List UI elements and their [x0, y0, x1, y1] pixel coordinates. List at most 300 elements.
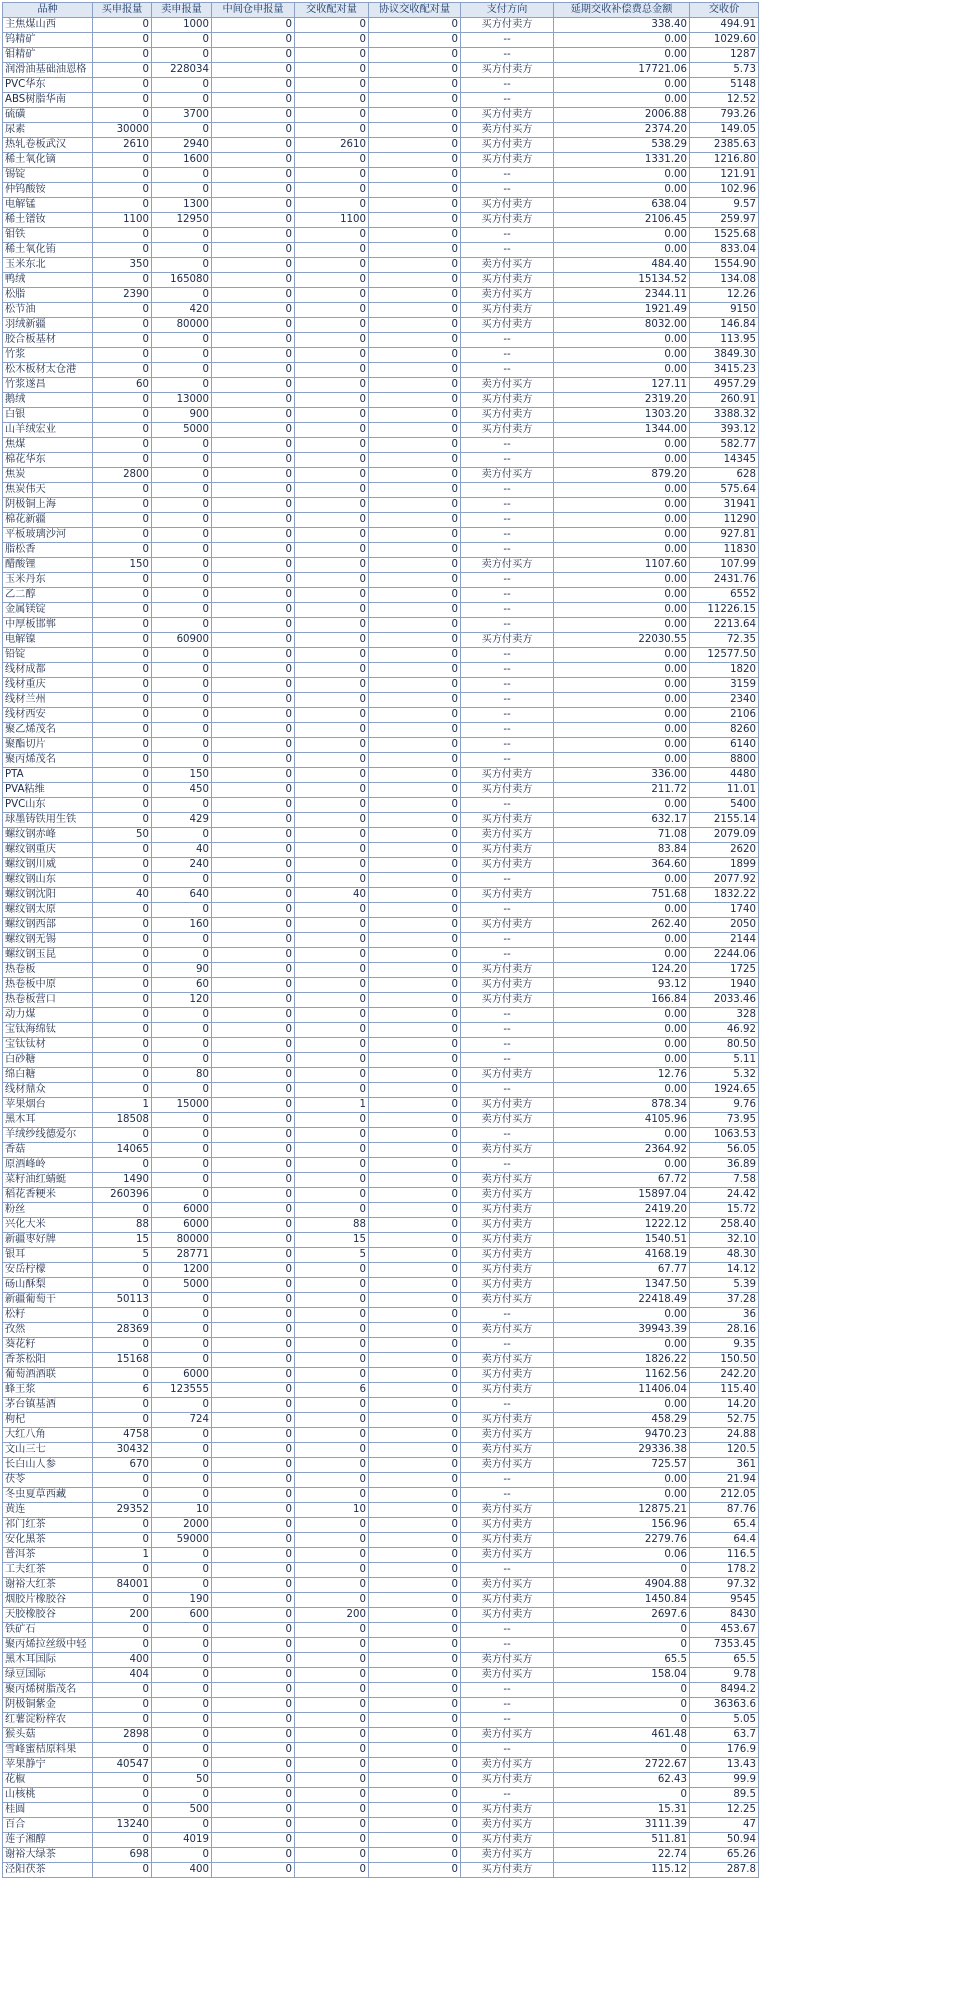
delivery-price-cell: 3415.23 — [690, 363, 759, 378]
delivery-price-cell: 12.25 — [690, 1803, 759, 1818]
table-row — [3, 798, 759, 813]
product-name-cell: 热卷板 — [3, 963, 93, 978]
buy-declared-cell: 0 — [93, 1683, 152, 1698]
delivery-price-cell: 5.32 — [690, 1068, 759, 1083]
agreement-matched-cell: 0 — [369, 723, 461, 738]
product-name-cell: 聚乙烯茂名 — [3, 723, 93, 738]
payment-direction-cell: -- — [461, 438, 554, 453]
payment-direction-cell: 买方付卖方 — [461, 273, 554, 288]
buy-declared-cell: 0 — [93, 1413, 152, 1428]
delivery-price-cell: 1740 — [690, 903, 759, 918]
buy-declared-cell: 0 — [93, 663, 152, 678]
delivery-matched-cell: 15 — [295, 1233, 369, 1248]
buy-declared-cell: 0 — [93, 1788, 152, 1803]
product-name-cell: PVA粘维 — [3, 783, 93, 798]
compensation-total-cell: 0 — [554, 1788, 690, 1803]
buy-declared-cell: 50113 — [93, 1293, 152, 1308]
delivery-matched-cell: 0 — [295, 228, 369, 243]
buy-declared-cell: 0 — [93, 513, 152, 528]
agreement-matched-cell: 0 — [369, 588, 461, 603]
delivery-matched-cell: 0 — [295, 768, 369, 783]
product-name-cell: 金属镁锭 — [3, 603, 93, 618]
product-name-cell: 胶合板基材 — [3, 333, 93, 348]
sell-declared-cell: 0 — [152, 1128, 212, 1143]
product-name-cell: 黄连 — [3, 1503, 93, 1518]
compensation-total-cell: 878.34 — [554, 1098, 690, 1113]
table-row — [3, 708, 759, 723]
delivery-matched-cell: 0 — [295, 1053, 369, 1068]
compensation-total-cell: 2006.88 — [554, 108, 690, 123]
product-name-cell: 菜籽油红蜻蜓 — [3, 1173, 93, 1188]
table-row — [3, 1098, 759, 1113]
sell-declared-cell: 0 — [152, 708, 212, 723]
sell-declared-cell: 0 — [152, 588, 212, 603]
intermediate-declared-cell: 0 — [212, 393, 295, 408]
product-name-cell: 稀土氧化铕 — [3, 243, 93, 258]
agreement-matched-cell: 0 — [369, 393, 461, 408]
buy-declared-cell: 0 — [93, 318, 152, 333]
payment-direction-cell: 买方付卖方 — [461, 1203, 554, 1218]
buy-declared-cell: 4758 — [93, 1428, 152, 1443]
buy-declared-cell: 0 — [93, 1053, 152, 1068]
delivery-price-cell: 56.05 — [690, 1143, 759, 1158]
compensation-total-cell: 0.00 — [554, 363, 690, 378]
payment-direction-cell: 买方付卖方 — [461, 1368, 554, 1383]
compensation-total-cell: 12875.21 — [554, 1503, 690, 1518]
product-name-cell: 螺纹钢无锡 — [3, 933, 93, 948]
table-row — [3, 1158, 759, 1173]
delivery-matched-cell: 0 — [295, 348, 369, 363]
agreement-matched-cell: 0 — [369, 1473, 461, 1488]
intermediate-declared-cell: 0 — [212, 168, 295, 183]
agreement-matched-cell: 0 — [369, 1548, 461, 1563]
delivery-price-cell: 2144 — [690, 933, 759, 948]
delivery-matched-cell: 0 — [295, 543, 369, 558]
product-name-cell: 鸭绒 — [3, 273, 93, 288]
table-row — [3, 753, 759, 768]
agreement-matched-cell: 0 — [369, 363, 461, 378]
compensation-total-cell: 15897.04 — [554, 1188, 690, 1203]
compensation-total-cell: 0.00 — [554, 453, 690, 468]
intermediate-declared-cell: 0 — [212, 558, 295, 573]
delivery-matched-cell: 0 — [295, 1533, 369, 1548]
table-row — [3, 633, 759, 648]
sell-declared-cell: 123555 — [152, 1383, 212, 1398]
intermediate-declared-cell: 0 — [212, 1083, 295, 1098]
delivery-price-cell: 89.5 — [690, 1788, 759, 1803]
table-row — [3, 288, 759, 303]
sell-declared-cell: 0 — [152, 1653, 212, 1668]
table-row — [3, 378, 759, 393]
compensation-total-cell: 364.60 — [554, 858, 690, 873]
delivery-price-cell: 12.52 — [690, 93, 759, 108]
compensation-total-cell: 2374.20 — [554, 123, 690, 138]
agreement-matched-cell: 0 — [369, 663, 461, 678]
compensation-total-cell: 0 — [554, 1743, 690, 1758]
intermediate-declared-cell: 0 — [212, 453, 295, 468]
table-row — [3, 648, 759, 663]
delivery-price-cell: 31941 — [690, 498, 759, 513]
agreement-matched-cell: 0 — [369, 1773, 461, 1788]
table-row — [3, 363, 759, 378]
delivery-price-cell: 287.8 — [690, 1863, 759, 1878]
intermediate-declared-cell: 0 — [212, 633, 295, 648]
compensation-total-cell: 484.40 — [554, 258, 690, 273]
delivery-price-cell: 260.91 — [690, 393, 759, 408]
table-row — [3, 1083, 759, 1098]
delivery-price-cell: 9150 — [690, 303, 759, 318]
product-name-cell: 新疆葡萄干 — [3, 1293, 93, 1308]
table-row — [3, 1458, 759, 1473]
sell-declared-cell: 0 — [152, 258, 212, 273]
agreement-matched-cell: 0 — [369, 1443, 461, 1458]
compensation-total-cell: 1331.20 — [554, 153, 690, 168]
sell-declared-cell: 0 — [152, 1818, 212, 1833]
delivery-price-cell: 52.75 — [690, 1413, 759, 1428]
delivery-price-cell: 146.84 — [690, 318, 759, 333]
compensation-total-cell: 0.00 — [554, 678, 690, 693]
payment-direction-cell: 卖方付买方 — [461, 1818, 554, 1833]
product-name-cell: 羽绒新疆 — [3, 318, 93, 333]
intermediate-declared-cell: 0 — [212, 1683, 295, 1698]
delivery-matched-cell: 0 — [295, 1278, 369, 1293]
product-name-cell: 热卷板营口 — [3, 993, 93, 1008]
compensation-total-cell: 0.00 — [554, 1338, 690, 1353]
compensation-total-cell: 2319.20 — [554, 393, 690, 408]
delivery-price-cell: 102.96 — [690, 183, 759, 198]
table-row — [3, 1188, 759, 1203]
delivery-price-cell: 361 — [690, 1458, 759, 1473]
payment-direction-cell: -- — [461, 738, 554, 753]
intermediate-declared-cell: 0 — [212, 1038, 295, 1053]
delivery-price-cell: 12.26 — [690, 288, 759, 303]
delivery-matched-cell: 0 — [295, 78, 369, 93]
table-row — [3, 963, 759, 978]
intermediate-declared-cell: 0 — [212, 1653, 295, 1668]
product-name-cell: 砀山酥梨 — [3, 1278, 93, 1293]
payment-direction-cell: -- — [461, 1398, 554, 1413]
buy-declared-cell: 0 — [93, 1773, 152, 1788]
intermediate-declared-cell: 0 — [212, 1278, 295, 1293]
intermediate-declared-cell: 0 — [212, 1728, 295, 1743]
sell-declared-cell: 640 — [152, 888, 212, 903]
compensation-total-cell: 0.00 — [554, 933, 690, 948]
delivery-matched-cell: 0 — [295, 798, 369, 813]
delivery-price-cell: 14345 — [690, 453, 759, 468]
product-name-cell: 螺纹钢玉昆 — [3, 948, 93, 963]
intermediate-declared-cell: 0 — [212, 1023, 295, 1038]
table-row — [3, 873, 759, 888]
table-row — [3, 1773, 759, 1788]
delivery-price-cell: 24.42 — [690, 1188, 759, 1203]
buy-declared-cell: 0 — [93, 768, 152, 783]
agreement-matched-cell: 0 — [369, 1788, 461, 1803]
product-name-cell: 阴极铜紫金 — [3, 1698, 93, 1713]
compensation-total-cell: 0.00 — [554, 498, 690, 513]
payment-direction-cell: 卖方付买方 — [461, 1188, 554, 1203]
intermediate-declared-cell: 0 — [212, 858, 295, 873]
table-row — [3, 1443, 759, 1458]
agreement-matched-cell: 0 — [369, 1158, 461, 1173]
compensation-total-cell: 62.43 — [554, 1773, 690, 1788]
delivery-matched-cell: 0 — [295, 1398, 369, 1413]
product-name-cell: 醋酸锂 — [3, 558, 93, 573]
delivery-matched-cell: 0 — [295, 1548, 369, 1563]
column-header-agreement-matched: 协议交收配对量 — [369, 3, 461, 18]
delivery-matched-cell: 0 — [295, 378, 369, 393]
delivery-matched-cell: 0 — [295, 393, 369, 408]
delivery-matched-cell: 0 — [295, 408, 369, 423]
product-name-cell: 线材重庆 — [3, 678, 93, 693]
payment-direction-cell: 买方付卖方 — [461, 303, 554, 318]
table-row — [3, 1038, 759, 1053]
payment-direction-cell: -- — [461, 1473, 554, 1488]
intermediate-declared-cell: 0 — [212, 1863, 295, 1878]
buy-declared-cell: 0 — [93, 1713, 152, 1728]
intermediate-declared-cell: 0 — [212, 123, 295, 138]
buy-declared-cell: 0 — [93, 918, 152, 933]
table-row — [3, 243, 759, 258]
agreement-matched-cell: 0 — [369, 1293, 461, 1308]
sell-declared-cell: 0 — [152, 1443, 212, 1458]
delivery-matched-cell: 0 — [295, 753, 369, 768]
buy-declared-cell: 0 — [93, 1278, 152, 1293]
buy-declared-cell: 0 — [93, 618, 152, 633]
table-row — [3, 198, 759, 213]
product-name-cell: 山羊绒宏业 — [3, 423, 93, 438]
payment-direction-cell: -- — [461, 333, 554, 348]
sell-declared-cell: 0 — [152, 33, 212, 48]
product-name-cell: 桂圆 — [3, 1803, 93, 1818]
payment-direction-cell: -- — [461, 183, 554, 198]
delivery-price-cell: 1554.90 — [690, 258, 759, 273]
intermediate-declared-cell: 0 — [212, 1848, 295, 1863]
delivery-price-cell: 72.35 — [690, 633, 759, 648]
agreement-matched-cell: 0 — [369, 333, 461, 348]
table-row — [3, 768, 759, 783]
product-name-cell: 钼铁 — [3, 228, 93, 243]
agreement-matched-cell: 0 — [369, 618, 461, 633]
sell-declared-cell: 0 — [152, 288, 212, 303]
product-name-cell: 螺纹钢太原 — [3, 903, 93, 918]
sell-declared-cell: 0 — [152, 1113, 212, 1128]
delivery-price-cell: 1832.22 — [690, 888, 759, 903]
agreement-matched-cell: 0 — [369, 93, 461, 108]
buy-declared-cell: 260396 — [93, 1188, 152, 1203]
delivery-price-cell: 3849.30 — [690, 348, 759, 363]
buy-declared-cell: 0 — [93, 948, 152, 963]
compensation-total-cell: 538.29 — [554, 138, 690, 153]
delivery-price-cell: 15.72 — [690, 1203, 759, 1218]
delivery-price-cell: 8430 — [690, 1608, 759, 1623]
sell-declared-cell: 400 — [152, 1863, 212, 1878]
agreement-matched-cell: 0 — [369, 78, 461, 93]
compensation-total-cell: 0.00 — [554, 723, 690, 738]
product-name-cell: 稀土镨钕 — [3, 213, 93, 228]
payment-direction-cell: 卖方付买方 — [461, 1173, 554, 1188]
sell-declared-cell: 600 — [152, 1608, 212, 1623]
buy-declared-cell: 0 — [93, 1068, 152, 1083]
product-name-cell: 焦炭伟天 — [3, 483, 93, 498]
intermediate-declared-cell: 0 — [212, 1353, 295, 1368]
sell-declared-cell: 5000 — [152, 1278, 212, 1293]
table-row — [3, 723, 759, 738]
intermediate-declared-cell: 0 — [212, 93, 295, 108]
sell-declared-cell: 0 — [152, 1398, 212, 1413]
intermediate-declared-cell: 0 — [212, 903, 295, 918]
buy-declared-cell: 0 — [93, 48, 152, 63]
delivery-price-cell: 793.26 — [690, 108, 759, 123]
product-name-cell: PTA — [3, 768, 93, 783]
intermediate-declared-cell: 0 — [212, 1263, 295, 1278]
intermediate-declared-cell: 0 — [212, 1548, 295, 1563]
delivery-price-cell: 2050 — [690, 918, 759, 933]
buy-declared-cell: 0 — [93, 1518, 152, 1533]
intermediate-declared-cell: 0 — [212, 513, 295, 528]
agreement-matched-cell: 0 — [369, 1188, 461, 1203]
compensation-total-cell: 15.31 — [554, 1803, 690, 1818]
agreement-matched-cell: 0 — [369, 1653, 461, 1668]
table-row — [3, 1848, 759, 1863]
compensation-total-cell: 67.72 — [554, 1173, 690, 1188]
compensation-total-cell: 166.84 — [554, 993, 690, 1008]
table-row — [3, 1803, 759, 1818]
buy-declared-cell: 0 — [93, 93, 152, 108]
sell-declared-cell: 0 — [152, 1038, 212, 1053]
compensation-total-cell: 458.29 — [554, 1413, 690, 1428]
delivery-price-cell: 7353.45 — [690, 1638, 759, 1653]
table-row — [3, 1173, 759, 1188]
table-row — [3, 138, 759, 153]
delivery-matched-cell: 0 — [295, 1023, 369, 1038]
agreement-matched-cell: 0 — [369, 1128, 461, 1143]
buy-declared-cell: 0 — [93, 1833, 152, 1848]
delivery-matched-cell: 1100 — [295, 213, 369, 228]
delivery-matched-cell: 0 — [295, 108, 369, 123]
intermediate-declared-cell: 0 — [212, 153, 295, 168]
table-row — [3, 1533, 759, 1548]
delivery-price-cell: 48.30 — [690, 1248, 759, 1263]
payment-direction-cell: 卖方付买方 — [461, 558, 554, 573]
compensation-total-cell: 11406.04 — [554, 1383, 690, 1398]
agreement-matched-cell: 0 — [369, 1758, 461, 1773]
product-name-cell: 棉花华东 — [3, 453, 93, 468]
sell-declared-cell: 80000 — [152, 318, 212, 333]
buy-declared-cell: 0 — [93, 1638, 152, 1653]
sell-declared-cell: 0 — [152, 333, 212, 348]
delivery-matched-cell: 0 — [295, 1113, 369, 1128]
intermediate-declared-cell: 0 — [212, 18, 295, 33]
intermediate-declared-cell: 0 — [212, 618, 295, 633]
delivery-price-cell: 582.77 — [690, 438, 759, 453]
intermediate-declared-cell: 0 — [212, 1053, 295, 1068]
delivery-matched-cell: 0 — [295, 513, 369, 528]
payment-direction-cell: 买方付卖方 — [461, 1533, 554, 1548]
delivery-matched-cell: 0 — [295, 273, 369, 288]
product-name-cell: 硫磺 — [3, 108, 93, 123]
payment-direction-cell: -- — [461, 1338, 554, 1353]
agreement-matched-cell: 0 — [369, 1818, 461, 1833]
intermediate-declared-cell: 0 — [212, 1773, 295, 1788]
payment-direction-cell: 卖方付买方 — [461, 1548, 554, 1563]
agreement-matched-cell: 0 — [369, 483, 461, 498]
delivery-matched-cell: 0 — [295, 1008, 369, 1023]
product-name-cell: 玉米丹东 — [3, 573, 93, 588]
buy-declared-cell: 0 — [93, 903, 152, 918]
table-row — [3, 1248, 759, 1263]
payment-direction-cell: -- — [461, 228, 554, 243]
payment-direction-cell: 卖方付买方 — [461, 1293, 554, 1308]
product-name-cell: 线材兰州 — [3, 693, 93, 708]
intermediate-declared-cell: 0 — [212, 198, 295, 213]
delivery-matched-cell: 0 — [295, 1413, 369, 1428]
delivery-matched-cell: 0 — [295, 648, 369, 663]
sell-declared-cell: 0 — [152, 378, 212, 393]
delivery-price-cell: 9.78 — [690, 1668, 759, 1683]
buy-declared-cell: 0 — [93, 528, 152, 543]
product-name-cell: 玉米东北 — [3, 258, 93, 273]
agreement-matched-cell: 0 — [369, 498, 461, 513]
delivery-price-cell: 115.40 — [690, 1383, 759, 1398]
table-row — [3, 948, 759, 963]
delivery-matched-cell: 10 — [295, 1503, 369, 1518]
product-name-cell: 宝钛钛材 — [3, 1038, 93, 1053]
table-row — [3, 1398, 759, 1413]
compensation-total-cell: 0 — [554, 1638, 690, 1653]
compensation-total-cell: 0 — [554, 1698, 690, 1713]
product-name-cell: 烟胶片橡胶谷 — [3, 1593, 93, 1608]
agreement-matched-cell: 0 — [369, 378, 461, 393]
compensation-total-cell: 2697.6 — [554, 1608, 690, 1623]
compensation-total-cell: 632.17 — [554, 813, 690, 828]
buy-declared-cell: 0 — [93, 1038, 152, 1053]
compensation-total-cell: 0.00 — [554, 603, 690, 618]
compensation-total-cell: 1921.49 — [554, 303, 690, 318]
sell-declared-cell: 1600 — [152, 153, 212, 168]
sell-declared-cell: 0 — [152, 1473, 212, 1488]
payment-direction-cell: -- — [461, 1158, 554, 1173]
sell-declared-cell: 0 — [152, 1458, 212, 1473]
intermediate-declared-cell: 0 — [212, 1308, 295, 1323]
product-name-cell: 润滑油基础油恩格 — [3, 63, 93, 78]
agreement-matched-cell: 0 — [369, 168, 461, 183]
buy-declared-cell: 350 — [93, 258, 152, 273]
sell-declared-cell: 0 — [152, 348, 212, 363]
payment-direction-cell: 卖方付买方 — [461, 1503, 554, 1518]
payment-direction-cell: 买方付卖方 — [461, 408, 554, 423]
buy-declared-cell: 0 — [93, 753, 152, 768]
payment-direction-cell: 买方付卖方 — [461, 1863, 554, 1878]
table-row — [3, 438, 759, 453]
delivery-price-cell: 5.39 — [690, 1278, 759, 1293]
delivery-price-cell: 2077.92 — [690, 873, 759, 888]
delivery-matched-cell: 0 — [295, 1758, 369, 1773]
table-row — [3, 333, 759, 348]
compensation-total-cell: 15134.52 — [554, 273, 690, 288]
delivery-matched-cell: 0 — [295, 1203, 369, 1218]
table-row — [3, 258, 759, 273]
delivery-matched-cell: 0 — [295, 483, 369, 498]
compensation-total-cell: 725.57 — [554, 1458, 690, 1473]
table-row — [3, 498, 759, 513]
table-row — [3, 1863, 759, 1878]
compensation-total-cell: 638.04 — [554, 198, 690, 213]
product-name-cell: 蜂王浆 — [3, 1383, 93, 1398]
payment-direction-cell: 卖方付买方 — [461, 1758, 554, 1773]
agreement-matched-cell: 0 — [369, 1518, 461, 1533]
delivery-matched-cell: 0 — [295, 1713, 369, 1728]
table-row — [3, 1578, 759, 1593]
